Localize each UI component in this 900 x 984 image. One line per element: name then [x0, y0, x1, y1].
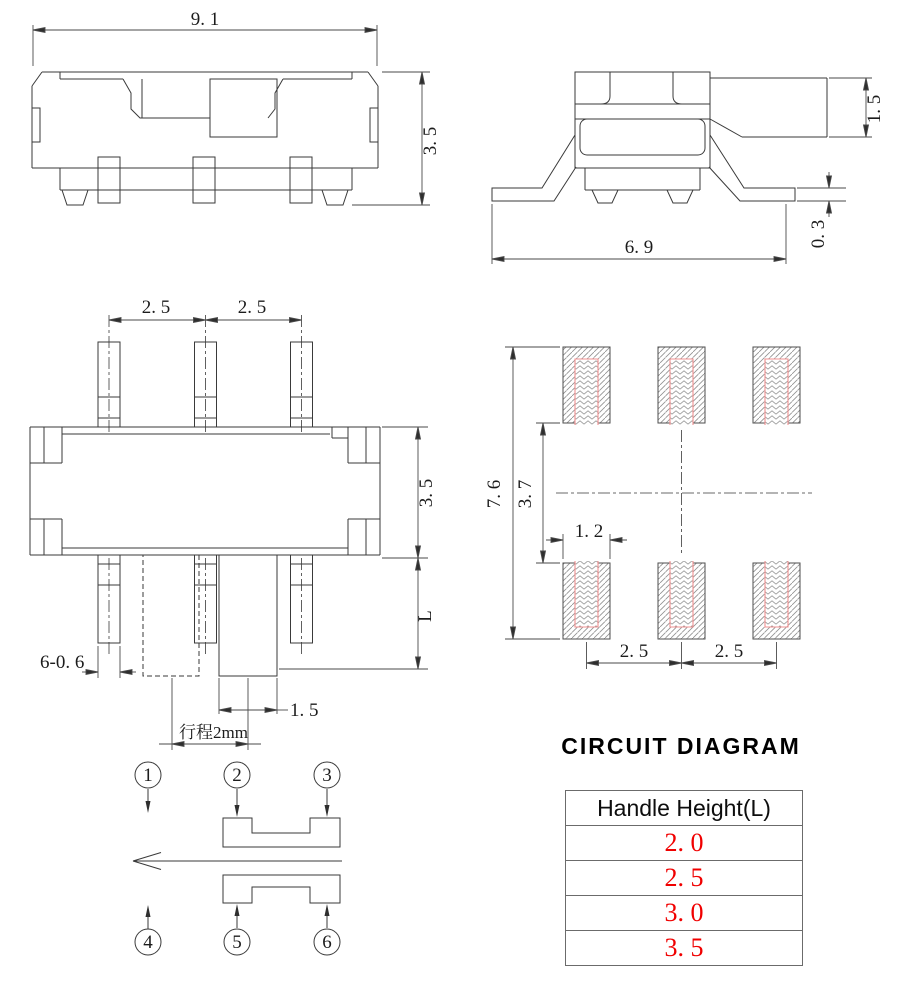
mount-foot [62, 190, 88, 205]
dim-label-handle-length: L [415, 610, 436, 622]
gullwing-leg-right [709, 135, 795, 201]
slide-handle [219, 555, 277, 676]
table-value-cell: 3. 0 [566, 896, 802, 931]
slide-handle-travel-position [143, 555, 199, 676]
terminal-number: 6 [322, 932, 332, 953]
top-view [30, 342, 380, 676]
circuit-diagram [133, 762, 342, 955]
terminal-number: 1 [143, 765, 153, 786]
dim-label-land-pitch-right: 2. 5 [714, 641, 744, 662]
mount-foot [322, 190, 348, 205]
dim-label-handle-height: 1. 5 [864, 94, 885, 124]
table-value-cell: 2. 5 [566, 861, 802, 896]
terminal-leg [98, 157, 120, 203]
dim-label-land-gap: 3. 7 [515, 479, 536, 509]
table-value-cell: 2. 0 [566, 826, 802, 861]
dim-label-handle-width: 1. 5 [290, 700, 319, 721]
handle-profile [710, 119, 742, 137]
dim-label-side-width: 6. 9 [624, 237, 654, 258]
top-view-centerlines [109, 315, 302, 655]
dim-label-land-overall: 7. 6 [484, 479, 505, 509]
dim-label-pitch-left: 2. 5 [141, 297, 171, 318]
terminal-leg [193, 157, 215, 203]
table-value-cell: 3. 5 [664, 933, 704, 962]
terminal-number: 4 [143, 932, 153, 953]
contact-bridge-top [223, 818, 340, 847]
handle-height-table [565, 790, 803, 966]
circuit-diagram-title: CIRCUIT DIAGRAM [561, 733, 801, 759]
terminal-number: 3 [322, 765, 332, 786]
land-pattern-dimensions [505, 347, 777, 669]
land-pattern [505, 347, 812, 669]
mount-foot [592, 190, 618, 203]
table-header-cell: Handle Height(L) [566, 791, 802, 826]
side-tab-right [370, 108, 378, 142]
terminal-number: 5 [232, 932, 242, 953]
dim-label-land-pitch-left: 2. 5 [619, 641, 649, 662]
mount-foot [667, 190, 693, 203]
terminal-number: 2 [232, 765, 242, 786]
gullwing-leg-left [492, 135, 576, 201]
top-view-dimensions [82, 318, 428, 751]
dim-label-terminal-thickness: 0. 3 [808, 219, 829, 249]
front-view [32, 72, 378, 205]
dim-label-body-height: 3. 5 [416, 478, 437, 508]
dim-label-front-width: 9. 1 [190, 9, 220, 30]
contact-bridge-bottom [223, 875, 340, 903]
dim-label-pitch-right: 2. 5 [237, 297, 267, 318]
side-tab-left [32, 108, 40, 142]
dim-label-pad-width: 1. 2 [574, 521, 604, 542]
terminal-leg [290, 157, 312, 203]
dim-label-pin-width: 6-0. 6 [40, 652, 85, 673]
slider-knob [210, 79, 277, 137]
side-view [492, 72, 827, 203]
dim-label-front-height: 3. 5 [420, 126, 441, 156]
dim-label-travel: 行程2mm [179, 723, 248, 742]
